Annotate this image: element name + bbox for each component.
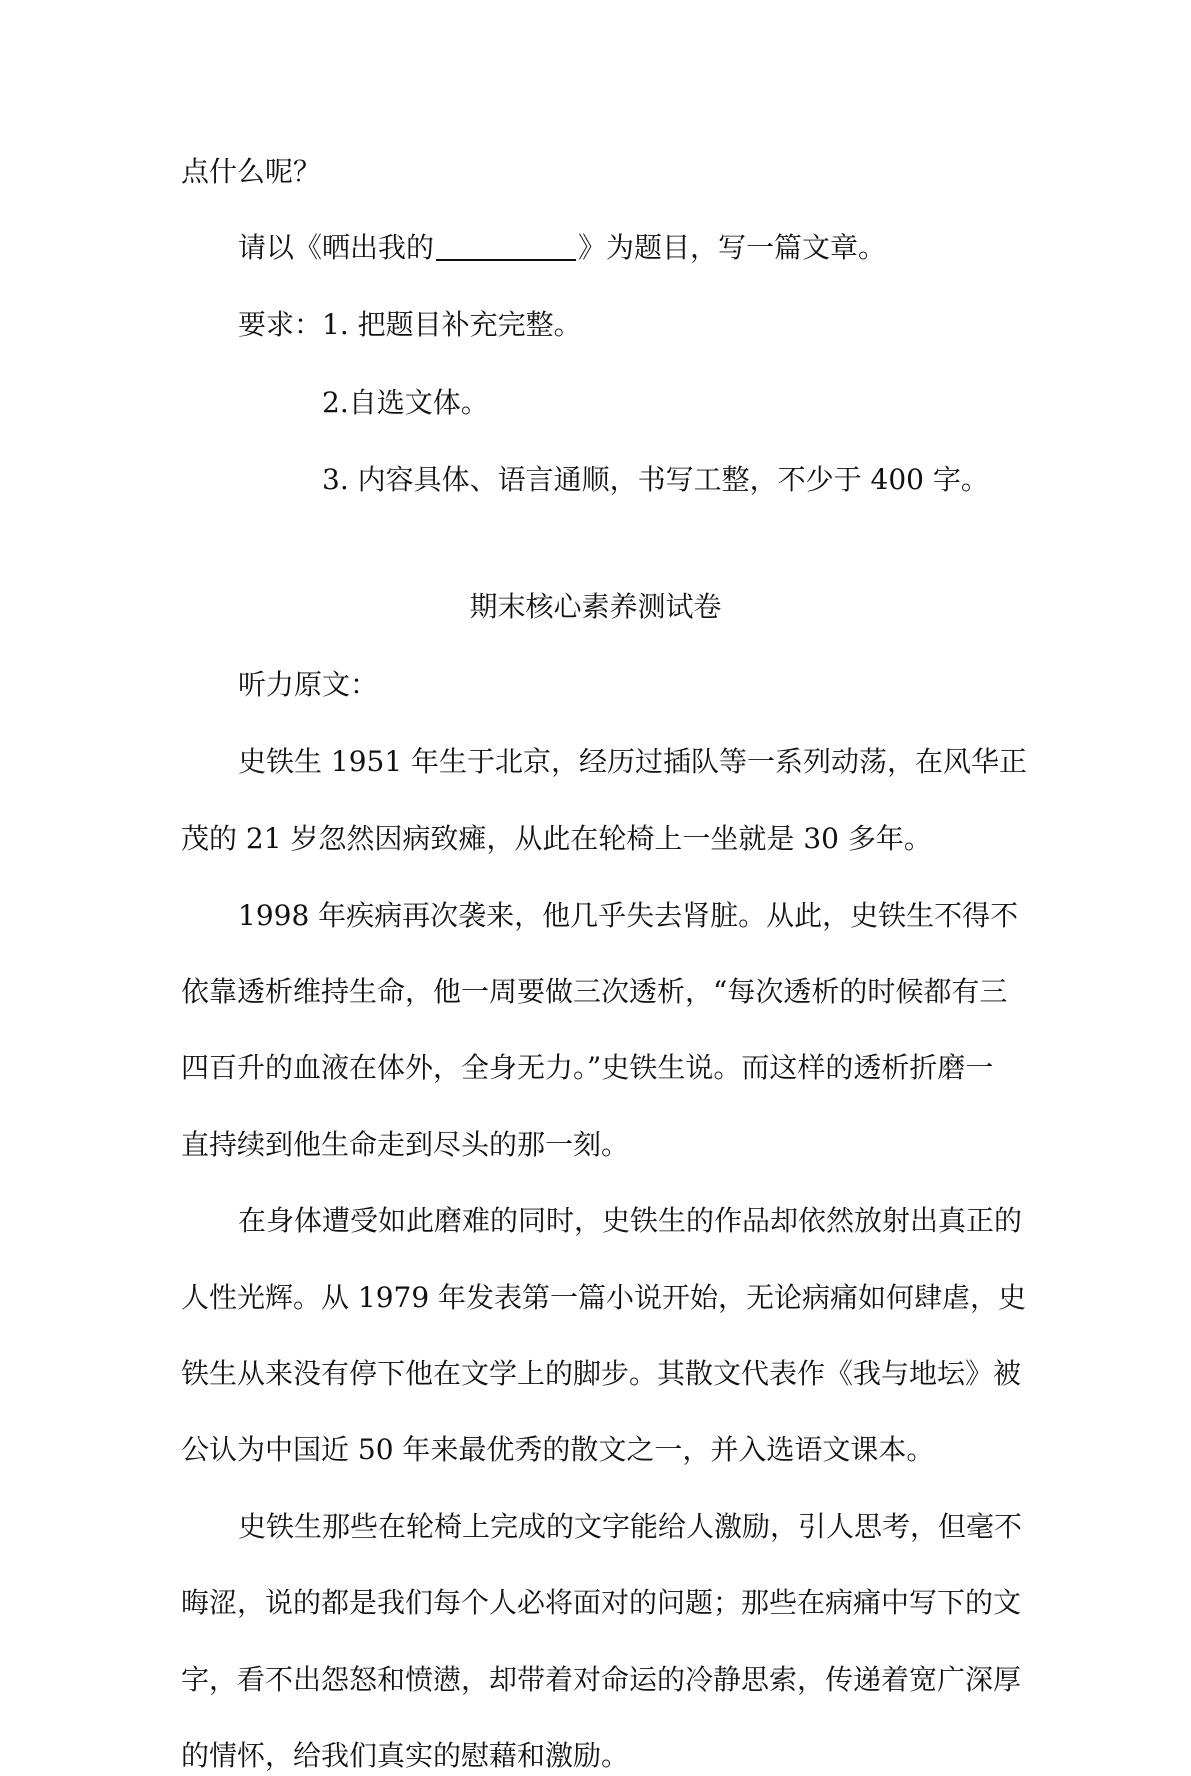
passage-p2-line3: 四百升的血液在体外，全身无力。”史铁生说。而这样的透析折磨一: [181, 1051, 994, 1084]
passage-p3-line4: 公认为中国近 50 年来最优秀的散文之一，并入选语文课本。: [181, 1433, 935, 1466]
passage-p2-line2: 依靠透析维持生命，他一周要做三次透析，“每次透析的时候都有三: [181, 975, 1008, 1008]
passage-p4-line1: 史铁生那些在轮椅上完成的文字能给人激励，引人思考，但毫不: [238, 1510, 1023, 1543]
essay-prompt-after: 》为题目，写一篇文章。: [578, 231, 887, 264]
requirement-2: 2.自选文体。: [322, 386, 489, 419]
requirement-1: 要求：1. 把题目补充完整。: [238, 308, 582, 341]
listening-label: 听力原文：: [238, 668, 379, 701]
passage-p3-line3: 铁生从来没有停下他在文学上的脚步。其散文代表作《我与地坛》被: [181, 1357, 1022, 1390]
passage-p4-line4: 的情怀，给我们真实的慰藉和激励。: [181, 1739, 630, 1772]
essay-prompt: [238, 228, 886, 268]
essay-fragment: 点什么呢？: [181, 155, 322, 188]
passage-p3-line1: 在身体遭受如此磨难的同时，史铁生的作品却依然放射出真正的: [238, 1204, 1023, 1237]
passage-p3-line2: 人性光辉。从 1979 年发表第一篇小说开始，无论病痛如何肆虐，史: [181, 1281, 1027, 1314]
section-title: 期末核心素养测试卷: [469, 590, 722, 623]
title-blank-line[interactable]: [436, 231, 576, 261]
passage-p4-line2: 晦涩，说的都是我们每个人必将面对的问题；那些在病痛中写下的文: [181, 1586, 1022, 1619]
passage-p4-line3: 字，看不出怨怒和愤懑，却带着对命运的冷静思索，传递着宽广深厚: [181, 1663, 1022, 1696]
passage-p1-line2: 茂的 21 岁忽然因病致瘫，从此在轮椅上一坐就是 30 多年。: [181, 822, 932, 855]
passage-p1-line1: 史铁生 1951 年生于北京，经历过插队等一系列动荡，在风华正: [238, 745, 1028, 778]
requirement-3: 3. 内容具体、语言通顺，书写工整，不少于 400 字。: [322, 463, 989, 496]
essay-prompt-before: 请以《晒出我的: [238, 231, 435, 264]
passage-p2-line1: 1998 年疾病再次袭来，他几乎失去肾脏。从此，史铁生不得不: [238, 899, 1019, 932]
passage-p2-line4: 直持续到他生命走到尽头的那一刻。: [181, 1128, 630, 1161]
